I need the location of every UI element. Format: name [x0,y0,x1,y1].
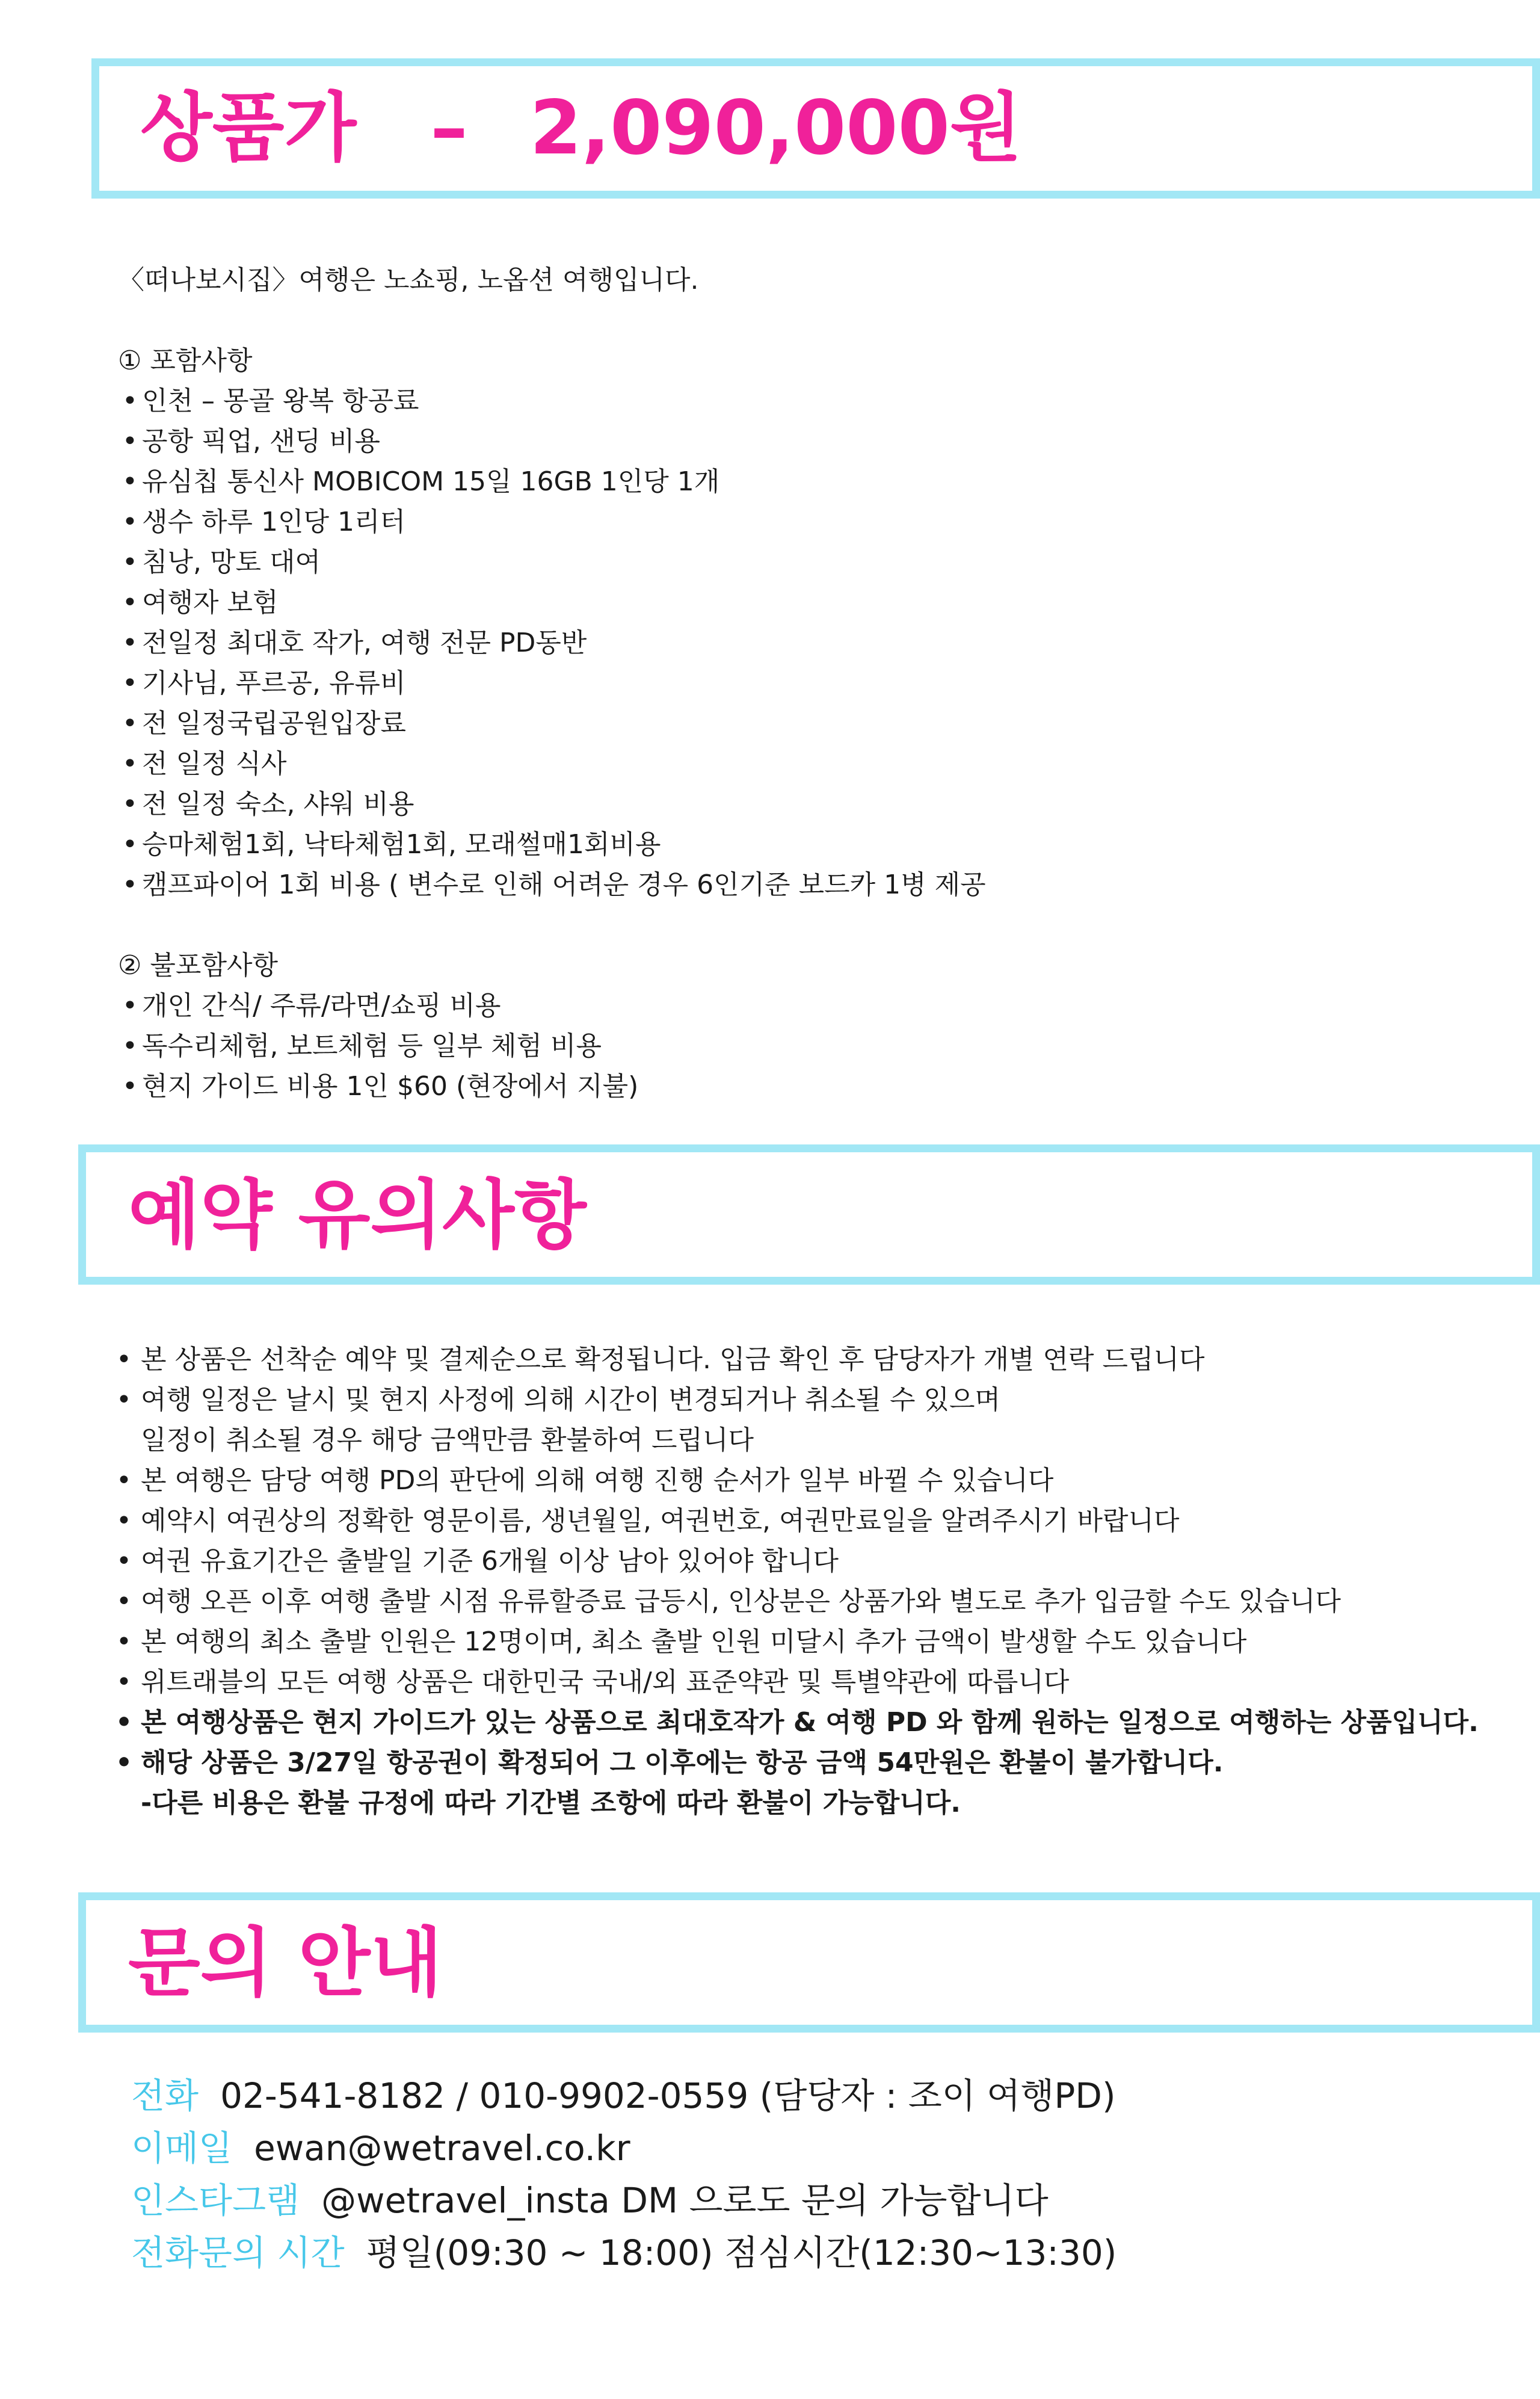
bullet-icon: • [116,1505,132,1536]
included-item-text: 인천 – 몽골 왕복 항공료 [142,386,419,416]
bullet-icon: • [122,1031,138,1061]
bullet-icon: • [116,1667,132,1697]
excluded-item [118,1026,986,1066]
notice-item [107,1743,1479,1783]
included-item [118,381,986,421]
notice-item-text: 본 여행상품은 현지 가이드가 있는 상품으로 최대호작가 & 여행 PD 와 함께 원하는 일정으로 여행하는 상품입니다. [141,1707,1479,1738]
notice-item [107,1420,1479,1460]
excluded-item-text: 현지 가이드 비용 1인 $60 (현장에서 지불) [142,1071,639,1102]
excluded-item [118,1066,986,1107]
bullet-icon: • [122,869,138,900]
included-item-text: 기사님, 푸르공, 유류비 [142,668,406,699]
notice-item-text: 본 여행의 최소 출발 인원은 12명이며, 최소 출발 인원 미달시 추가 금액이 발생할 수도 있습니다 [141,1626,1247,1657]
included-item [118,502,986,542]
bullet-icon: • [122,466,138,497]
bullet-icon: • [116,1586,132,1617]
bullet-icon: • [122,386,138,416]
contact-title: 문의 안내 [128,1920,443,2007]
notice-item-text: 위트래블의 모든 여행 상품은 대한민국 국내/외 표준약관 및 특별약관에 따릅니다 [141,1667,1070,1697]
contact-email-row [131,2122,1116,2175]
price-title-prefix: 상품가 [140,85,357,171]
bullet-icon: • [116,1546,132,1576]
notice-item-text: 본 여행은 담당 여행 PD의 판단에 의해 여행 진행 순서가 일부 바뀔 수 있습니다 [141,1465,1054,1496]
notice-item-text: 예약시 여권상의 정확한 영문이름, 생년월일, 여권번호, 여권만료일을 알려주시기 바랍니다 [141,1505,1180,1536]
notice-item [107,1662,1479,1702]
notice-item [107,1783,1479,1823]
notice-item [107,1581,1479,1622]
bullet-icon: • [115,1747,133,1778]
phone-value: 02-541-8182 / 010-9902-0559 (담당자 : 조이 여행PD) [220,2075,1116,2116]
included-item [118,421,986,462]
price-title [140,77,1022,179]
intro-text: 〈떠나보시집〉여행은 노쇼핑, 노옵션 여행입니다. [118,265,699,295]
bullet-icon: • [115,1707,133,1738]
included-heading: ① 포함사항 [118,345,253,376]
bullet-icon: • [122,1071,138,1102]
included-item-text: 승마체험1회, 낙타체험1회, 모래썰매1회비용 [142,829,661,860]
contact-hours-row [131,2227,1116,2279]
excluded-heading: ② 불포함사항 [118,950,278,981]
included-item-text: 전 일정국립공원입장료 [142,708,407,739]
contact-instagram-row [131,2175,1116,2227]
notice-item [107,1339,1479,1380]
included-item-text: 유심칩 통신사 MOBICOM 15일 16GB 1인당 1개 [142,466,720,497]
included-item-text: 여행자 보험 [142,587,279,618]
notice-item-text: 해당 상품은 3/27일 항공권이 확정되어 그 이후에는 항공 금액 54만원은 환불이 불가합니다. [141,1747,1224,1778]
price-title-dash: – [430,85,468,171]
email-value: ewan@wetravel.co.kr [254,2128,630,2169]
notice-item [107,1460,1479,1501]
bullet-icon: • [122,668,138,699]
instagram-label: 인스타그램 [131,2180,300,2221]
bullet-icon: • [116,1385,132,1415]
notice-item [107,1501,1479,1541]
bullet-icon: • [116,1465,132,1496]
included-item [118,623,986,663]
excluded-item-text: 독수리체험, 보트체험 등 일부 체험 비용 [142,1031,602,1061]
bullet-icon: • [122,708,138,739]
notice-item [107,1622,1479,1662]
included-item-text: 생수 하루 1인당 1리터 [142,507,405,537]
included-item [118,703,986,744]
notice-item [107,1702,1479,1743]
included-item [118,582,986,623]
bullet-icon: • [122,587,138,618]
price-details [118,260,986,1107]
email-label: 이메일 [131,2128,233,2169]
notice-item [107,1541,1479,1581]
included-item-text: 전 일정 숙소, 샤워 비용 [142,789,414,820]
instagram-value: @wetravel_insta DM 으로도 문의 가능합니다 [321,2180,1049,2221]
notice-item-text: 여권 유효기간은 출발일 기준 6개월 이상 남아 있어야 합니다 [141,1546,839,1576]
included-item-text: 공항 픽업, 샌딩 비용 [142,426,380,457]
excluded-list [118,986,986,1107]
notice-title: 예약 유의사항 [128,1172,587,1259]
bullet-icon: • [122,749,138,779]
included-item [118,462,986,502]
bullet-icon: • [122,990,138,1021]
excluded-item-text: 개인 간식/ 주류/라면/쇼핑 비용 [142,990,501,1021]
price-title-amount: 2,090,000원 [529,85,1022,171]
excluded-item [118,986,986,1026]
bullet-icon: • [122,547,138,578]
notice-item-text: 본 상품은 선착순 예약 및 결제순으로 확정됩니다. 입금 확인 후 담당자가 개별 연락 드립니다 [141,1344,1205,1375]
contact-details [131,2070,1116,2279]
notice-item-text: 일정이 취소될 경우 해당 금액만큼 환불하여 드립니다 [141,1425,754,1456]
bullet-icon: • [122,426,138,457]
notice-item-text: 여행 오픈 이후 여행 출발 시점 유류할증료 급등시, 인상분은 상품가와 별도로 추가 입금할 수도 있습니다 [141,1586,1341,1617]
bullet-icon: • [116,1344,132,1375]
hours-value: 평일(09:30 ~ 18:00) 점심시간(12:30~13:30) [366,2232,1117,2273]
notice-list [107,1339,1479,1823]
included-item [118,865,986,905]
included-item [118,824,986,865]
included-item [118,663,986,703]
notice-item [107,1380,1479,1420]
included-item-text: 전 일정 식사 [142,749,287,779]
bullet-icon: • [122,789,138,820]
hours-label: 전화문의 시간 [131,2232,345,2273]
included-list [118,381,986,905]
bullet-icon: • [122,628,138,658]
bullet-icon: • [122,829,138,860]
bullet-icon: • [122,507,138,537]
notice-item-text: 여행 일정은 날시 및 현지 사정에 의해 시간이 변경되거나 취소될 수 있으며 [141,1385,1000,1415]
bullet-icon: • [116,1626,132,1657]
included-item-text: 침낭, 망토 대여 [142,547,321,578]
included-item-text: 전일정 최대호 작가, 여행 전문 PD동반 [142,628,587,658]
included-item [118,784,986,824]
included-item-text: 캠프파이어 1회 비용 ( 변수로 인해 어려운 경우 6인기준 보드카 1병 제공 [142,869,986,900]
notice-item-text: -다른 비용은 환불 규정에 따라 기간별 조항에 따라 환불이 가능합니다. [141,1788,961,1818]
phone-label: 전화 [131,2075,199,2116]
included-item [118,744,986,784]
contact-phone-row [131,2070,1116,2122]
included-item [118,542,986,582]
